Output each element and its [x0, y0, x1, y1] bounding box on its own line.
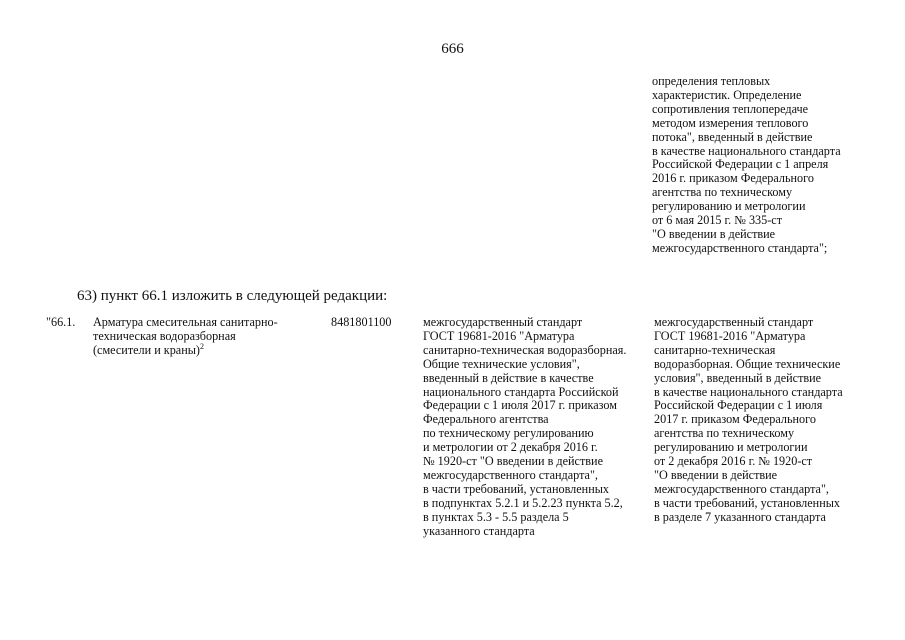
text-line: определения тепловых [652, 74, 771, 88]
text-line: в части требований, установленных [423, 481, 609, 496]
text-line: ГОСТ 19681-2016 "Арматура [423, 328, 575, 343]
text-line: ГОСТ 19681-2016 "Арматура [654, 328, 806, 343]
text-line: регулированию и метрологии [654, 440, 808, 455]
text-line: № 1920-ст "О введении в действие [423, 454, 603, 469]
text-line: по техническому регулированию [423, 426, 594, 441]
text-line: в пунктах 5.3 - 5.5 раздела 5 [423, 509, 569, 524]
text-line: техническая водоразборная [93, 328, 236, 343]
text-line: межгосударственного стандарта"; [652, 240, 828, 255]
text-line: водоразборная. Общие технические [654, 356, 841, 371]
row-number: "66.1. [46, 315, 76, 329]
text-line: в части требований, установленных [654, 495, 840, 510]
text-line: Российской Федерации с 1 июля [654, 398, 823, 413]
text-line: в качестве национального стандарта [652, 143, 841, 158]
text-line: методом измерения теплового [652, 115, 809, 130]
amendment-heading: 63) пункт 66.1 изложить в следующей редакции: [77, 288, 388, 304]
text-line: сопротивления теплопередаче [652, 101, 809, 116]
standard-column-2 [654, 316, 843, 525]
text-line: и метрологии от 2 декабря 2016 г. [423, 440, 598, 455]
text-line: регулированию и метрологии [652, 199, 806, 214]
tn-ved-code: 8481801100 [331, 315, 392, 329]
text-line: указанного стандарта [423, 523, 535, 538]
text-line: потока", введенный в действие [652, 129, 813, 144]
text-line: Общие технические условия", [423, 356, 580, 371]
text-line: от 6 мая 2015 г. № 335-ст [652, 213, 783, 228]
text-line: Арматура смесительная санитарно- [93, 315, 278, 329]
text-line: "О введении в действие [654, 467, 778, 482]
text-line: межгосударственный стандарт [423, 315, 583, 329]
text-line: Российской Федерации с 1 апреля [652, 157, 829, 172]
text-line: в разделе 7 указанного стандарта [654, 509, 826, 524]
text-line: санитарно-техническая [654, 342, 776, 357]
text-line: 2016 г. приказом Федерального [652, 171, 814, 186]
text-line: санитарно-техническая водоразборная. [423, 342, 627, 357]
text-line: национального стандарта Российской [423, 384, 619, 399]
text-line: межгосударственный стандарт [654, 315, 814, 329]
standard-column-1 [423, 316, 626, 539]
product-name-last-line: (смесители и краны) [93, 342, 200, 357]
text-line: межгосударственного стандарта", [654, 481, 829, 496]
text-line: Федерального агентства [423, 412, 549, 427]
text-line: Федерации с 1 июля 2017 г. приказом [423, 398, 617, 413]
text-line: "О введении в действие [652, 226, 776, 241]
text-line [93, 341, 278, 358]
text-line: введенный в действие в качестве [423, 370, 594, 385]
text-line: условия", введенный в действие [654, 370, 822, 385]
text-line: характеристик. Определение [652, 87, 802, 102]
text-line: от 2 декабря 2016 г. № 1920-ст [654, 454, 813, 469]
text-line: в подпунктах 5.2.1 и 5.2.23 пункта 5.2, [423, 495, 623, 510]
page-number: 666 [441, 41, 464, 57]
product-name [93, 316, 278, 358]
footnote-mark: 2 [199, 341, 204, 351]
text-line: агентства по техническому [654, 426, 795, 441]
text-line: 2017 г. приказом Федерального [654, 412, 816, 427]
continuation-text [652, 75, 841, 256]
text-line: агентства по техническому [652, 185, 793, 200]
text-line: межгосударственного стандарта", [423, 467, 598, 482]
text-line: в качестве национального стандарта [654, 384, 843, 399]
